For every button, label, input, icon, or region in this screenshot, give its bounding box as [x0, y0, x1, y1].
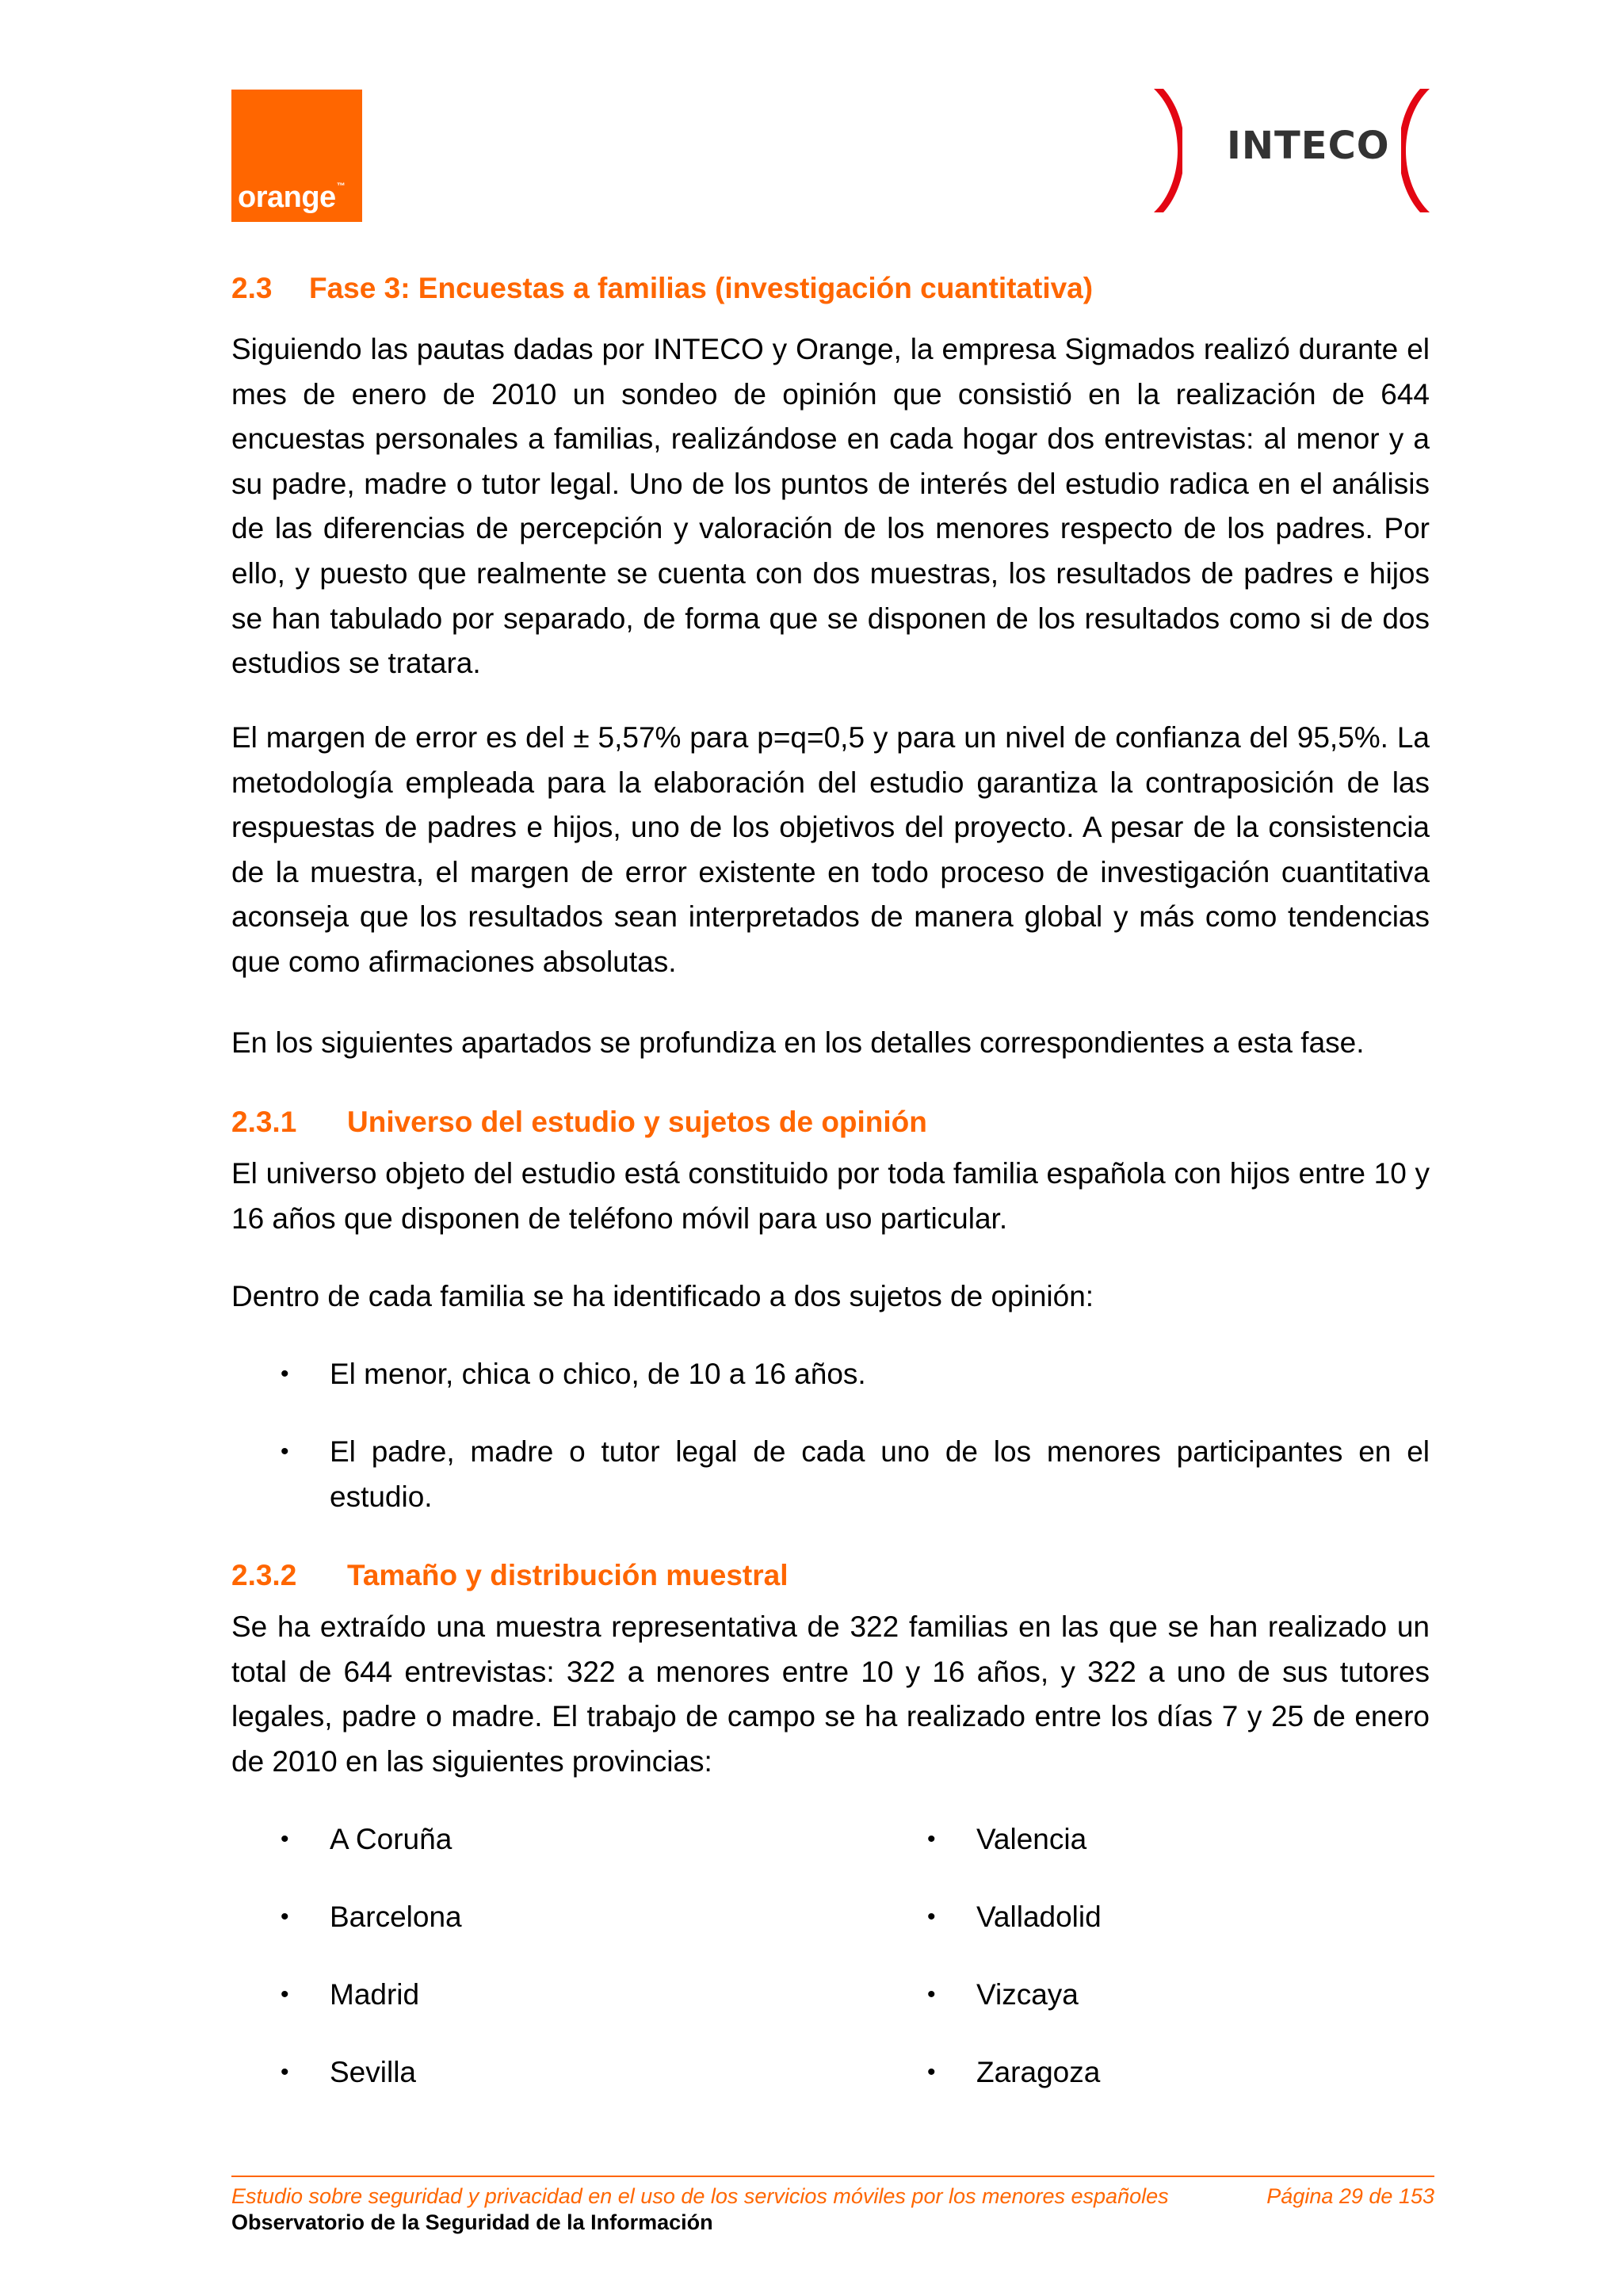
- list-item: [927, 2050, 1426, 2098]
- list-item: [281, 1817, 835, 1865]
- list-item: [927, 1817, 1426, 1865]
- subsection-number: 2.3.1: [231, 1106, 297, 1138]
- list-item: [281, 1352, 1430, 1400]
- bullet-icon: •: [281, 1361, 289, 1387]
- bullet-icon: •: [281, 1904, 289, 1930]
- section-heading: [231, 273, 1093, 303]
- footer-document-title: Estudio sobre seguridad y privacidad en el uso de los servicios móviles por los menores españoles: [231, 2184, 1169, 2208]
- orange-logo: [231, 90, 362, 222]
- bullet-icon: •: [281, 2059, 289, 2085]
- list-item-text: Vizcaya: [976, 1978, 1079, 2011]
- list-item-text: Barcelona: [330, 1901, 462, 1933]
- list-item: [281, 1895, 835, 1943]
- list-item-text: A Coruña: [330, 1823, 453, 1855]
- paragraph: Se ha extraído una muestra representativa de 322 familias en las que se han realizado un total de 644 entrevistas: 322 a menores entre 10 y 16 años, y 322 a uno de sus tutores legales, padre o madre. El trabajo de campo se ha realizado entre los días 7 y 25 de enero de 2010 en las siguientes provincias:: [231, 1610, 1430, 1778]
- subsection-heading: [231, 1561, 788, 1590]
- paragraph: El universo objeto del estudio está constituido por toda familia española con hijos entre 10 y 16 años que disponen de teléfono móvil para uso particular.: [231, 1157, 1430, 1235]
- bullet-icon: •: [927, 1826, 936, 1852]
- list-item-text: Valladolid: [976, 1901, 1102, 1933]
- subsection-title: Universo del estudio y sujetos de opinión: [347, 1106, 927, 1138]
- bullet-icon: •: [281, 1438, 289, 1465]
- list-item-text: Valencia: [976, 1823, 1087, 1855]
- list-item-text: Madrid: [330, 1978, 420, 2011]
- bullet-icon: •: [927, 2059, 936, 2085]
- subsection-number: 2.3.2: [231, 1559, 297, 1591]
- inteco-logo: [1151, 87, 1434, 214]
- list-item: [927, 1895, 1426, 1943]
- list-item-text: El padre, madre o tutor legal de cada uno de los menores participantes en el estudio.: [330, 1435, 1430, 1513]
- orange-wordmark: orange™: [238, 181, 346, 214]
- list-item-text: Sevilla: [330, 2056, 416, 2088]
- subsection-title: Tamaño y distribución muestral: [347, 1559, 789, 1591]
- right-bracket-icon: [1401, 87, 1433, 214]
- inteco-wordmark: INTECO: [1227, 124, 1390, 168]
- bullet-icon: •: [281, 1981, 289, 2008]
- paragraph: El margen de error es del ± 5,57% para p=q=0,5 y para un nivel de confianza del 95,5%. La metodología empleada para la elaboración del estudio garantiza la contraposición de las respuestas de padres e hijos, uno de los objetivos del proyecto. A pesar de la consistencia de la muestra, el margen de error existente en todo proceso de investigación cuantitativa aconseja que los resultados sean interpretados de manera global y más como tendencias que como afirmaciones absolutas.: [231, 721, 1430, 978]
- left-bracket-icon: [1151, 87, 1182, 214]
- section-number: 2.3: [231, 272, 273, 304]
- list-item: [281, 2050, 835, 2098]
- subsection-heading: [231, 1107, 927, 1137]
- section-title: Fase 3: Encuestas a familias (investigación cuantitativa): [309, 272, 1094, 304]
- footer-divider: [231, 2176, 1434, 2177]
- paragraph: En los siguientes apartados se profundiza en los detalles correspondientes a esta fase.: [231, 1026, 1365, 1059]
- footer-page-number: Página 29 de 153: [1266, 2184, 1434, 2208]
- list-item: [927, 1973, 1426, 2020]
- list-item: [281, 1973, 835, 2020]
- paragraph: Siguiendo las pautas dadas por INTECO y Orange, la empresa Sigmados realizó durante el mes de enero de 2010 un sondeo de opinión que consistió en la realización de 644 encuestas personales a familias, realizándose en cada hogar dos entrevistas: al menor y a su padre, madre o tutor legal. Uno de los puntos de interés del estudio radica en el análisis de las diferencias de percepción y valoración de los menores respecto de los padres. Por ello, y puesto que realmente se cuenta con dos muestras, los resultados de padres e hijos se han tabulado por separado, de forma que se disponen de los resultados como si de dos estudios se tratara.: [231, 333, 1430, 680]
- paragraph: Dentro de cada familia se ha identificado a dos sujetos de opinión:: [231, 1280, 1094, 1312]
- bullet-icon: •: [927, 1904, 936, 1930]
- footer-organization: Observatorio de la Seguridad de la Información: [231, 2210, 713, 2234]
- bullet-icon: •: [927, 1981, 936, 2008]
- list-item-text: Zaragoza: [976, 2056, 1101, 2088]
- list-item: [281, 1430, 1430, 1522]
- bullet-icon: •: [281, 1826, 289, 1852]
- list-item-text: El menor, chica o chico, de 10 a 16 años.: [330, 1358, 866, 1390]
